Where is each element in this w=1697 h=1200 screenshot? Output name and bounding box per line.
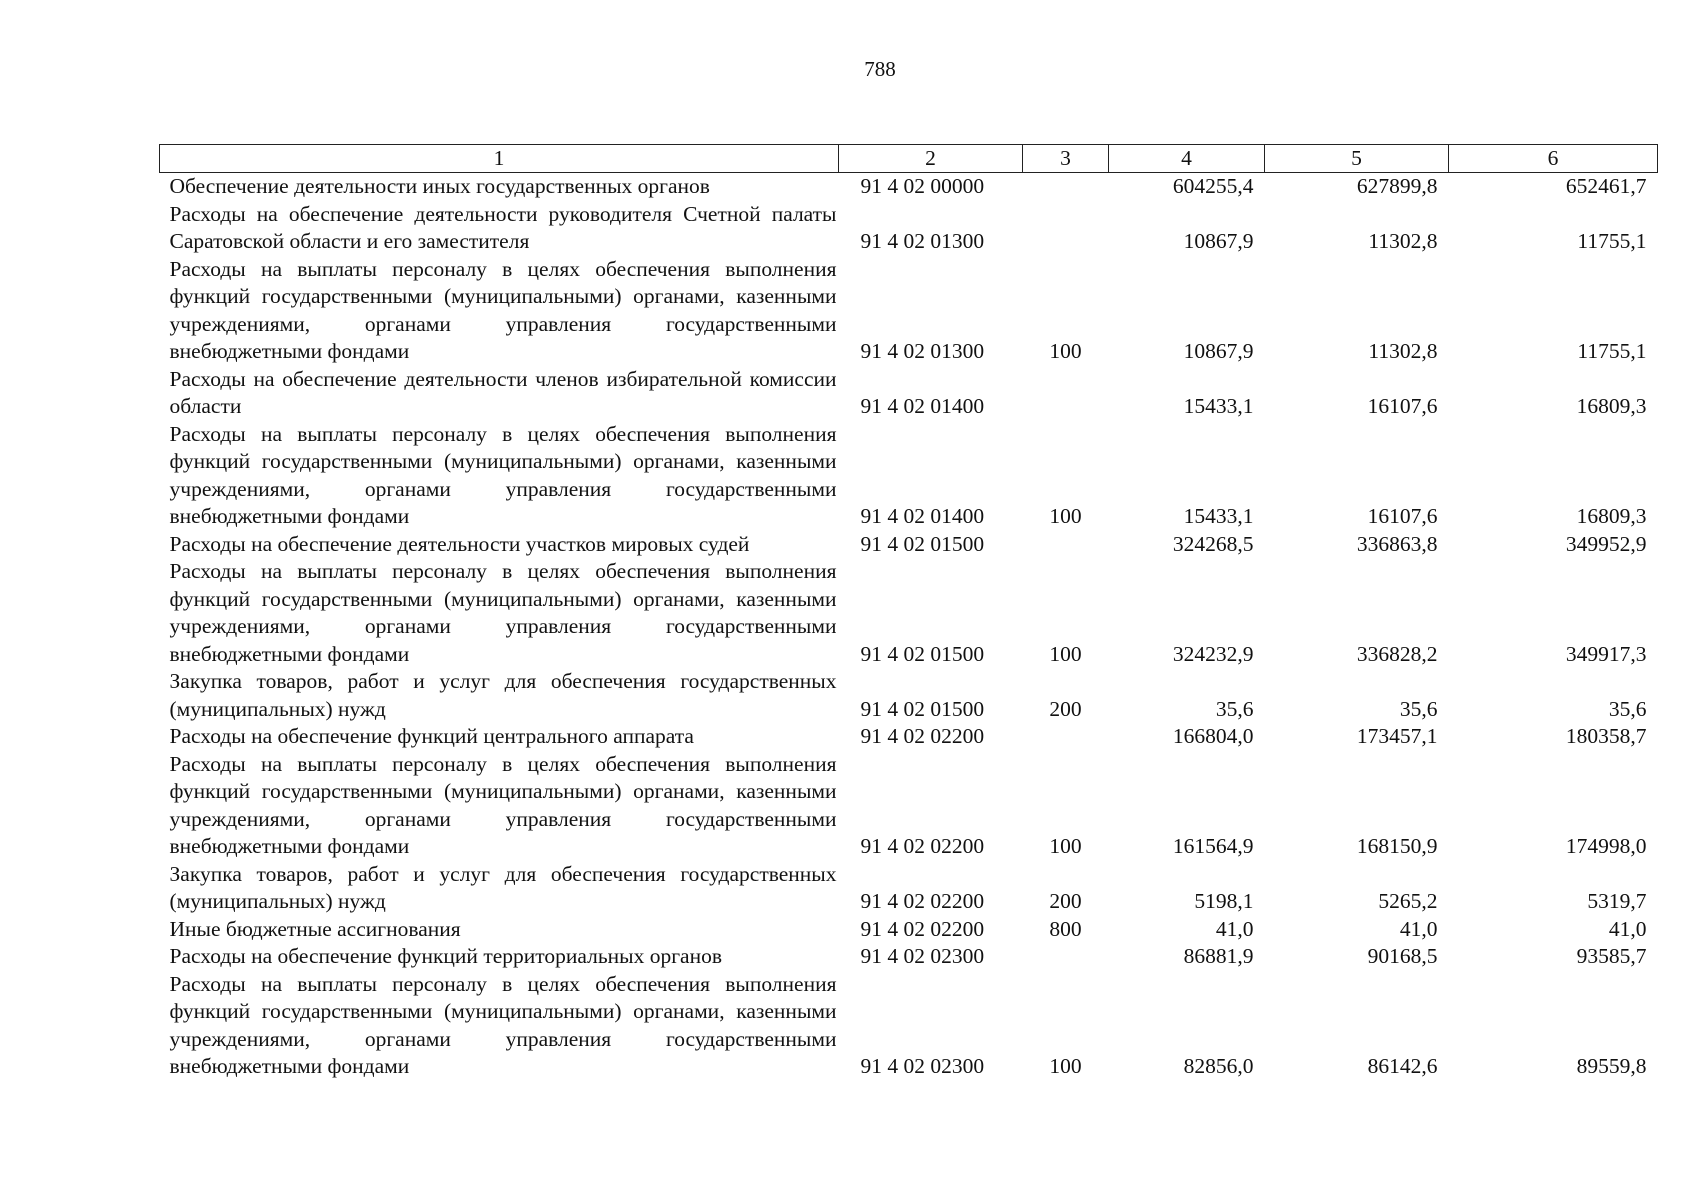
row-code: 91 4 02 01400 (860, 504, 985, 528)
row-value-col-6: 16809,3 (1576, 504, 1647, 528)
row-name: Расходы на обеспечение деятельности участков мировых судей (169, 531, 750, 556)
table-row (160, 971, 1658, 1081)
row-value-col-5: 5265,2 (1378, 889, 1438, 913)
row-code: 91 4 02 01500 (860, 531, 985, 556)
row-value-col-6: 16809,3 (1576, 394, 1647, 418)
row-code: 91 4 02 02200 (860, 724, 985, 748)
row-value-col-6: 11755,1 (1577, 339, 1647, 363)
header-col-3: 3 (1023, 145, 1109, 173)
table-row (160, 558, 1658, 668)
table-row (160, 861, 1658, 916)
row-code: 91 4 02 01300 (860, 339, 985, 363)
row-value-col-5: 86142,6 (1367, 1054, 1438, 1078)
row-code: 91 4 02 02300 (860, 1054, 985, 1078)
row-value-col-4: 82856,0 (1183, 1054, 1254, 1078)
row-expense-type (1023, 201, 1109, 256)
row-value-col-4: 604255,4 (1172, 174, 1254, 198)
row-expense-type (1023, 723, 1109, 751)
row-value-col-6: 35,6 (1608, 696, 1647, 721)
table-row (160, 916, 1658, 944)
row-code: 91 4 02 02300 (860, 944, 985, 968)
row-value-col-5: 627899,8 (1356, 174, 1438, 198)
row-value-col-4: 324268,5 (1172, 531, 1254, 556)
row-expense-type: 800 (1049, 916, 1082, 941)
row-value-col-6: 93585,7 (1576, 944, 1647, 968)
row-expense-type: 100 (1049, 339, 1082, 363)
row-value-col-6: 349917,3 (1565, 641, 1647, 666)
page-number: 788 (864, 57, 896, 81)
header-col-5: 5 (1265, 145, 1449, 173)
row-value-col-4: 324232,9 (1172, 641, 1254, 666)
row-value-col-5: 336828,2 (1356, 641, 1438, 666)
row-value-col-4: 166804,0 (1172, 724, 1254, 748)
row-value-col-4: 5198,1 (1194, 889, 1254, 913)
row-expense-type (1023, 366, 1109, 421)
row-code: 91 4 02 00000 (860, 174, 985, 198)
table-row (160, 421, 1658, 531)
row-name: Обеспечение деятельности иных государственных органов (169, 174, 710, 198)
row-expense-type: 200 (1049, 696, 1082, 721)
row-value-col-5: 16107,6 (1367, 394, 1438, 418)
row-value-col-5: 336863,8 (1356, 531, 1438, 556)
table-body (160, 173, 1658, 1081)
row-value-col-4: 86881,9 (1183, 944, 1254, 968)
row-expense-type (1023, 173, 1109, 201)
header-col-2: 2 (839, 145, 1023, 173)
row-expense-type: 100 (1049, 641, 1082, 666)
table-row (160, 943, 1658, 971)
row-name: Расходы на обеспечение функций центрального аппарата (169, 724, 694, 748)
row-value-col-5: 173457,1 (1356, 724, 1438, 748)
row-code: 91 4 02 01500 (860, 641, 985, 666)
row-name: Иные бюджетные ассигнования (169, 916, 461, 941)
row-value-col-5: 90168,5 (1367, 944, 1438, 968)
row-code: 91 4 02 01400 (860, 394, 985, 418)
row-value-col-6: 174998,0 (1565, 834, 1647, 858)
row-name: Расходы на выплаты персоналу в целях обеспечения выполнения функций государственными (муниципальными) органами, казенными учреждениями, органами управления государственными внебюджетными фондами (169, 421, 837, 528)
row-value-col-4: 35,6 (1215, 696, 1254, 721)
row-code: 91 4 02 02200 (860, 834, 985, 858)
row-value-col-4: 41,0 (1215, 916, 1254, 941)
row-value-col-6: 180358,7 (1565, 724, 1647, 748)
row-name: Закупка товаров, работ и услуг для обеспечения государственных (муниципальных) нужд (169, 669, 837, 721)
row-value-col-6: 5319,7 (1587, 889, 1647, 913)
table-row (160, 173, 1658, 201)
row-value-col-6: 41,0 (1608, 916, 1647, 941)
row-value-col-5: 168150,9 (1356, 834, 1438, 858)
row-value-col-5: 35,6 (1399, 696, 1438, 721)
table-row (160, 668, 1658, 723)
header-col-1: 1 (160, 145, 839, 173)
row-expense-type: 100 (1049, 1054, 1082, 1078)
row-expense-type: 100 (1049, 504, 1082, 528)
table-row (160, 751, 1658, 861)
row-name: Закупка товаров, работ и услуг для обеспечения государственных (муниципальных) нужд (169, 861, 837, 913)
row-name: Расходы на обеспечение деятельности членов избирательной комиссии области (169, 366, 837, 418)
row-expense-type: 200 (1049, 889, 1082, 913)
row-code: 91 4 02 02200 (860, 916, 985, 941)
table-row (160, 201, 1658, 256)
table-row (160, 723, 1658, 751)
row-value-col-4: 10867,9 (1183, 229, 1254, 253)
row-value-col-5: 41,0 (1399, 916, 1438, 941)
row-code: 91 4 02 01300 (860, 229, 985, 253)
row-value-col-5: 16107,6 (1367, 504, 1438, 528)
header-col-6: 6 (1449, 145, 1658, 173)
row-value-col-4: 161564,9 (1172, 834, 1254, 858)
row-expense-type: 100 (1049, 834, 1082, 858)
row-expense-type (1023, 943, 1109, 971)
row-name: Расходы на выплаты персоналу в целях обеспечения выполнения функций государственными (муниципальными) органами, казенными учреждениями, органами управления государственными внебюджетными фондами (169, 751, 837, 858)
row-name: Расходы на обеспечение функций территориальных органов (169, 944, 722, 968)
row-code: 91 4 02 02200 (860, 889, 985, 913)
row-value-col-4: 15433,1 (1183, 504, 1254, 528)
table-row (160, 531, 1658, 559)
row-name: Расходы на обеспечение деятельности руководителя Счетной палаты Саратовской области и его заместителя (169, 201, 837, 253)
row-value-col-6: 89559,8 (1576, 1054, 1647, 1078)
table-header (160, 145, 1658, 173)
row-value-col-6: 11755,1 (1577, 229, 1647, 253)
header-col-4: 4 (1109, 145, 1265, 173)
row-value-col-5: 11302,8 (1368, 229, 1438, 253)
row-code: 91 4 02 01500 (860, 696, 985, 721)
table-row (160, 366, 1658, 421)
row-value-col-4: 10867,9 (1183, 339, 1254, 363)
budget-table (159, 144, 1657, 1081)
row-name: Расходы на выплаты персоналу в целях обеспечения выполнения функций государственными (муниципальными) органами, казенными учреждениями, органами управления государственными внебюджетными фондами (169, 971, 837, 1078)
table-row (160, 256, 1658, 366)
row-value-col-6: 652461,7 (1565, 174, 1647, 198)
row-value-col-5: 11302,8 (1368, 339, 1438, 363)
row-value-col-4: 15433,1 (1183, 394, 1254, 418)
row-name: Расходы на выплаты персоналу в целях обеспечения выполнения функций государственными (муниципальными) органами, казенными учреждениями, органами управления государственными внебюджетными фондами (169, 256, 837, 363)
row-name: Расходы на выплаты персоналу в целях обеспечения выполнения функций государственными (муниципальными) органами, казенными учреждениями, органами управления государственными внебюджетными фондами (169, 559, 837, 666)
row-expense-type (1023, 531, 1109, 559)
row-value-col-6: 349952,9 (1565, 531, 1647, 556)
